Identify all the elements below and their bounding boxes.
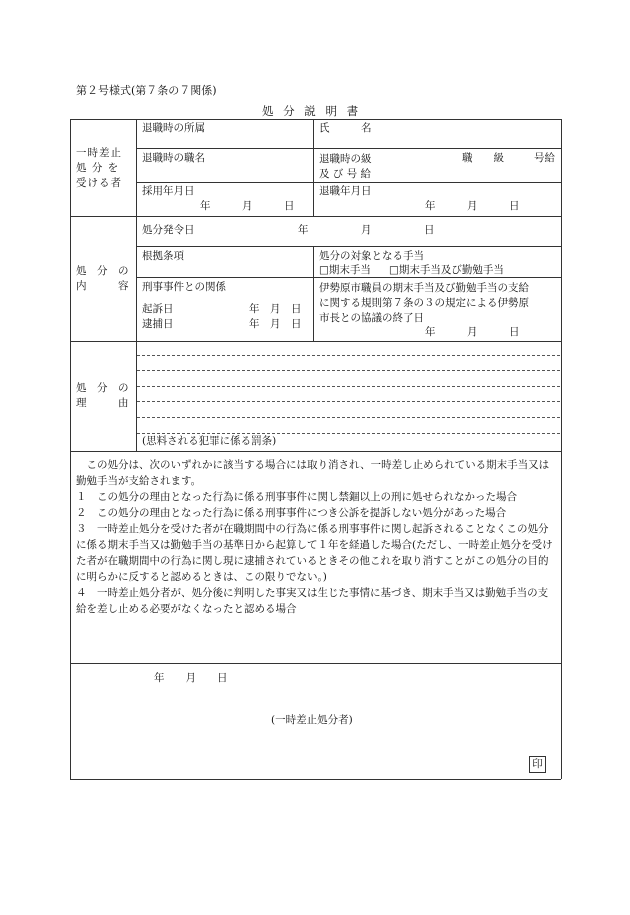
grade-label: 退職時の級 及 び 号 給 bbox=[319, 153, 372, 180]
reason-section-label: 処 分 の 理 由 bbox=[76, 382, 129, 409]
grade-level-label: 職 級 bbox=[462, 152, 504, 164]
issuer-label: (一時差止処分者) bbox=[271, 714, 353, 726]
grade-step-label: 号給 bbox=[534, 152, 555, 164]
hire-date-label: 採用年月日 bbox=[142, 185, 195, 197]
seal-mark: 印 bbox=[529, 756, 546, 773]
notice-item-2: ２ この処分の理由となった行為に係る刑事事件につき公訴を提訴しない処分があった場合 bbox=[76, 507, 507, 519]
consultation-ymd: 年 月 日 bbox=[425, 326, 520, 338]
affiliation-label: 退職時の所属 bbox=[142, 122, 205, 134]
option-both-checkbox[interactable]: □期末手当及び勤勉手当 bbox=[389, 264, 504, 276]
retire-date-label: 退職年月日 bbox=[319, 185, 372, 197]
arrest-date-ymd: 年 月 日 bbox=[249, 318, 302, 330]
content-section-label: 処 分 の 内 容 bbox=[76, 265, 129, 292]
issue-date-label: 処分発令日 bbox=[142, 224, 195, 236]
hire-date-ymd: 年 月 日 bbox=[200, 200, 295, 212]
subject-section-label: 一時差止 処 分 を 受ける者 bbox=[76, 147, 122, 189]
arrest-date-label: 逮捕日 bbox=[142, 318, 174, 330]
legal-basis-label: 根拠条項 bbox=[142, 250, 184, 262]
document-title: 処 分 説 明 書 bbox=[262, 104, 362, 118]
indictment-date-label: 起訴日 bbox=[142, 303, 174, 315]
issue-date-ymd: 年 月 日 bbox=[298, 224, 435, 236]
position-label: 退職時の職名 bbox=[142, 152, 205, 164]
consultation-text: 伊勢原市職員の期末手当及び勤勉手当の支給 に関する規則第７条の３の規定による伊勢原 市長との協議の終了日 bbox=[319, 282, 529, 324]
criminal-relation-label: 刑事事件との関係 bbox=[142, 281, 226, 293]
footer-date: 年 月 日 bbox=[154, 672, 228, 684]
crime-note: (思料される犯罪に係る罰条) bbox=[142, 435, 277, 447]
name-label: 氏 名 bbox=[319, 122, 372, 134]
indictment-date-ymd: 年 月 日 bbox=[249, 303, 302, 315]
form-number-label: 第２号様式(第７条の７関係) bbox=[76, 84, 217, 97]
notice-item-4: ４ 一時差止処分者が、処分後に判明した事実又は生じた事情に基づき、期末手当又は勤勉手当の支給を差し止める必要がなくなったと認める場合 bbox=[76, 587, 549, 615]
option-bonus-checkbox[interactable]: □期末手当 bbox=[319, 264, 371, 276]
notice-item-1: １ この処分の理由となった行為に係る刑事事件に関し禁錮以上の刑に処せられなかった場合 bbox=[76, 491, 517, 503]
notice-item-3: ３ 一時差止処分を受けた者が在職期間中の行為に係る刑事事件に関し起訴されることなくこの処分に係る期末手当又は勤勉手当の基準日から起算して１年を経過した場合(ただし、一時差止処分を受けた者が在職期間中の行為に関し現に逮捕されているときその他これを取り消すことがこの処分の目的に明らかに反すると認めるときは、この限りでない。) bbox=[76, 523, 553, 583]
retire-date-ymd: 年 月 日 bbox=[425, 200, 520, 212]
notice-intro: この処分は、次のいずれかに該当する場合には取り消され、一時差し止められている期末手当又は勤勉手当が支給されます。 bbox=[76, 459, 550, 487]
allowance-target-label: 処分の対象となる手当 bbox=[319, 250, 424, 262]
notice-block bbox=[76, 457, 558, 617]
